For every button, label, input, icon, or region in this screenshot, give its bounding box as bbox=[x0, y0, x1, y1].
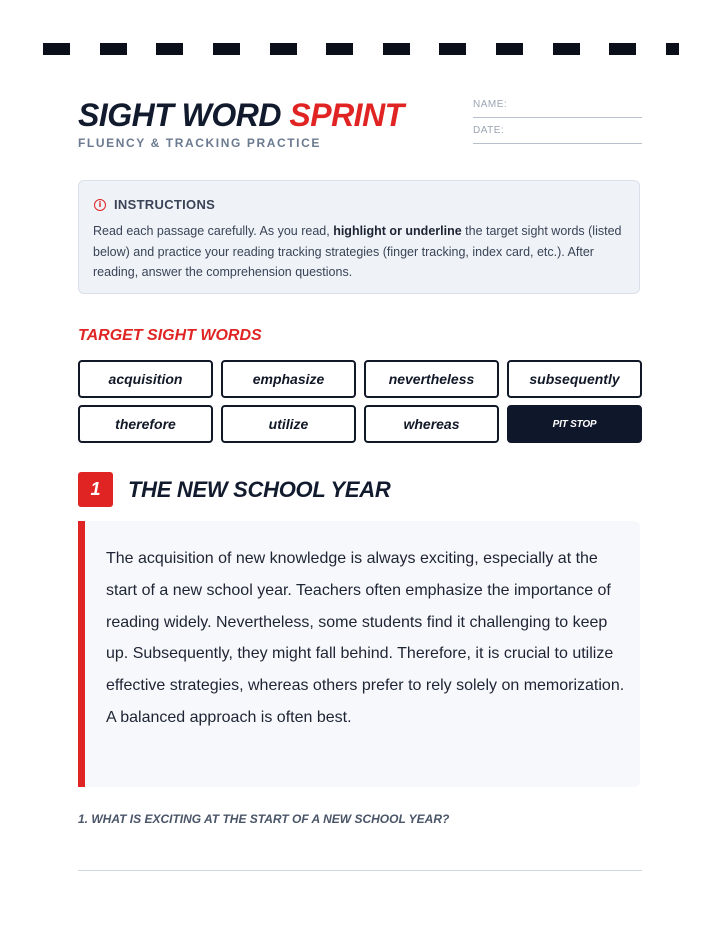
passage-number: 1 bbox=[78, 472, 113, 507]
instructions-text-before: Read each passage carefully. As you read, bbox=[93, 224, 334, 238]
dash bbox=[553, 43, 580, 55]
comprehension-question: 1. WHAT IS EXCITING AT THE START OF A NEW SCHOOL YEAR? bbox=[78, 812, 450, 826]
sight-words-label: TARGET SIGHT WORDS bbox=[78, 327, 262, 344]
dash bbox=[383, 43, 410, 55]
dash bbox=[213, 43, 240, 55]
sight-word-emphasize: emphasize bbox=[221, 360, 356, 398]
passage-header bbox=[78, 472, 390, 507]
sight-word-acquisition: acquisition bbox=[78, 360, 213, 398]
date-field[interactable] bbox=[473, 123, 642, 144]
dash bbox=[609, 43, 636, 55]
title-accent: SPRINT bbox=[289, 97, 404, 133]
page-subtitle: FLUENCY & TRACKING PRACTICE bbox=[78, 136, 321, 150]
dash bbox=[43, 43, 70, 55]
instructions-text-after: the target sight words (listed below) and practice your reading tracking strategies (finger tracking, index card, etc.). After reading, answer the comprehension questions. bbox=[93, 224, 622, 279]
name-label: NAME: bbox=[473, 99, 508, 110]
sight-word-subsequently: subsequently bbox=[507, 360, 642, 398]
sight-word-therefore: therefore bbox=[78, 405, 213, 443]
instructions-text bbox=[93, 221, 623, 283]
dash bbox=[439, 43, 466, 55]
instructions-title: INSTRUCTIONS bbox=[114, 197, 216, 212]
passage-title: THE NEW SCHOOL YEAR bbox=[128, 476, 391, 502]
instructions-text-bold: highlight or underline bbox=[333, 224, 462, 238]
answer-line[interactable] bbox=[78, 870, 642, 871]
sight-word-nevertheless: nevertheless bbox=[364, 360, 499, 398]
sight-word-utilize: utilize bbox=[221, 405, 356, 443]
instructions-box bbox=[78, 180, 640, 294]
sight-word-grid bbox=[78, 360, 642, 443]
dash bbox=[326, 43, 353, 55]
dash bbox=[666, 43, 679, 55]
instructions-header bbox=[94, 197, 215, 212]
passage-box bbox=[78, 521, 640, 787]
dash bbox=[100, 43, 127, 55]
dash bbox=[496, 43, 523, 55]
passage-text: The acquisition of new knowledge is always exciting, especially at the start of a new school year. Teachers often emphasize the importance of reading widely. Nevertheless, some students find it challenging to keep up. Subsequently, they might fall behind. Therefore, it is crucial to utilize effective strategies, whereas others prefer to rely solely on memorization. A balanced approach is often best. bbox=[106, 550, 625, 726]
sight-word-whereas: whereas bbox=[364, 405, 499, 443]
worksheet-header bbox=[78, 96, 642, 156]
dash bbox=[156, 43, 183, 55]
dashed-border bbox=[43, 43, 679, 55]
pit-stop-badge: PIT STOP bbox=[507, 405, 642, 443]
date-label: DATE: bbox=[473, 125, 505, 136]
info-icon: i bbox=[94, 199, 106, 211]
page-title bbox=[78, 96, 404, 134]
title-main: SIGHT WORD bbox=[78, 97, 281, 133]
dash bbox=[270, 43, 297, 55]
name-field[interactable] bbox=[473, 97, 642, 118]
